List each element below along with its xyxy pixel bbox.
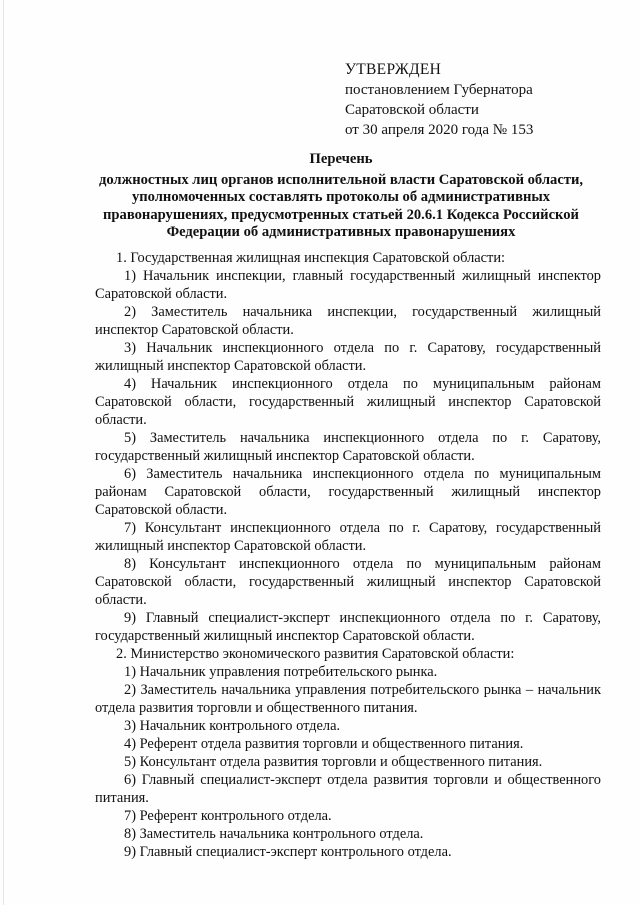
scan-edge	[3, 0, 4, 905]
approval-line: от 30 апреля 2020 года № 153	[345, 122, 534, 138]
list-item: 7) Консультант инспекционного отдела по г. Саратову, государственный жилищный инспектор Саратовской области.	[95, 520, 601, 554]
document-title	[80, 151, 602, 242]
list-item: 1) Начальник инспекции, главный государственный жилищный инспектор Саратовской области.	[95, 268, 601, 302]
section-heading: 1. Государственная жилищная инспекция Саратовской области:	[116, 250, 506, 266]
list-item: 5) Заместитель начальника инспекционного отдела по г. Саратову, государственный жилищный инспектор Саратовской области.	[95, 430, 601, 464]
list-item: 3) Начальник контрольного отдела.	[124, 718, 341, 734]
approval-line: постановлением Губернатора	[345, 82, 533, 98]
list-item: 6) Главный специалист-эксперт отдела развития торговли и общественного питания.	[95, 772, 601, 806]
approval-line: Саратовской области	[345, 102, 479, 118]
title-subtitle: должностных лиц органов исполнительной власти Саратовской области, уполномоченных составлять протоколы об административных правонарушениях, предусмотренных статьей 20.6.1 Кодекса Российской Федерации об административных правонарушениях	[98, 171, 584, 241]
section-heading: 2. Министерство экономического развития Саратовской области:	[116, 646, 515, 662]
list-item: 2) Заместитель начальника инспекции, государственный жилищный инспектор Саратовской области.	[95, 304, 601, 338]
list-item: 9) Главный специалист-эксперт контрольного отдела.	[124, 844, 452, 860]
approval-stamp	[345, 60, 605, 140]
list-item: 9) Главный специалист-эксперт инспекционного отдела по г. Саратову, государственный жилищный инспектор Саратовской области.	[95, 610, 601, 644]
list-item: 4) Начальник инспекционного отдела по муниципальным районам Саратовской области, государственный жилищный инспектор Саратовской области.	[95, 376, 601, 428]
list-item: 1) Начальник управления потребительского рынка.	[124, 664, 438, 680]
list-item: 8) Заместитель начальника контрольного отдела.	[124, 826, 424, 842]
title-heading: Перечень	[309, 151, 373, 167]
list-item: 4) Референт отдела развития торговли и общественного питания.	[124, 736, 524, 752]
list-item: 7) Референт контрольного отдела.	[124, 808, 332, 824]
list-item: 8) Консультант инспекционного отдела по муниципальным районам Саратовской области, государственный жилищный инспектор Саратовской области.	[95, 556, 601, 608]
list-item: 5) Консультант отдела развития торговли и общественного питания.	[124, 754, 543, 770]
list-item: 6) Заместитель начальника инспекционного отдела по муниципальным районам Саратовской области, государственный жилищный инспектор Саратовской области.	[95, 466, 601, 518]
list-item: 3) Начальник инспекционного отдела по г. Саратову, государственный жилищный инспектор Саратовской области.	[95, 340, 601, 374]
approval-heading: УТВЕРЖДЕН	[345, 61, 442, 78]
list-item: 2) Заместитель начальника управления потребительского рынка – начальник отдела развития торговли и общественного питания.	[95, 682, 601, 716]
document-body	[95, 249, 601, 861]
